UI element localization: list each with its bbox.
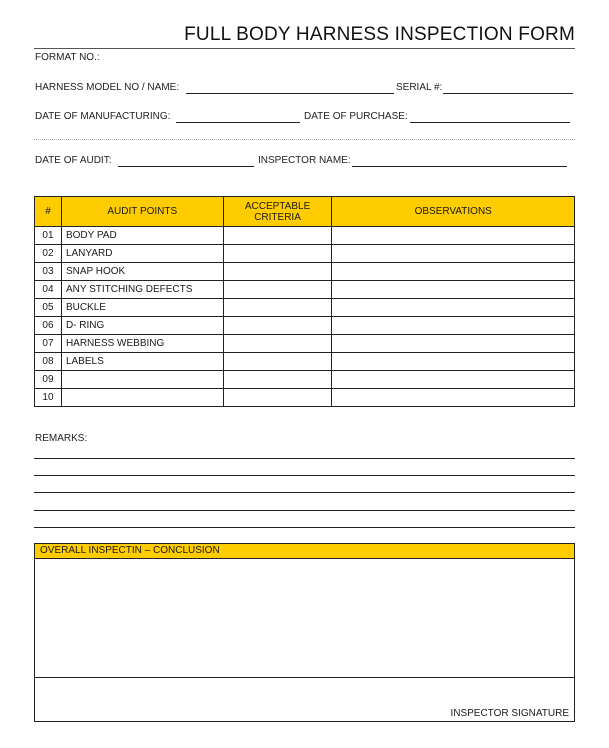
observations-cell[interactable] [332,335,575,353]
header-observations: OBSERVATIONS [332,197,575,227]
table-row [35,281,575,299]
observations-cell[interactable] [332,353,575,371]
observations-cell[interactable] [332,371,575,389]
harness-model-label: HARNESS MODEL NO / NAME: [35,82,180,93]
row-number: 01 [35,227,62,245]
date-audit-label: DATE OF AUDIT: [35,155,112,166]
row-number: 07 [35,335,62,353]
dotted-separator [34,139,575,140]
row-number: 06 [35,317,62,335]
form-title: FULL BODY HARNESS INSPECTION FORM [184,24,575,45]
table-row [35,371,575,389]
table-row [35,317,575,335]
observations-cell[interactable] [332,317,575,335]
remarks-line[interactable] [34,527,575,528]
criteria-cell[interactable] [223,335,332,353]
remarks-line[interactable] [34,475,575,476]
header-acceptable-criteria: ACCEPTABLE CRITERIA [223,197,332,227]
remarks-line[interactable] [34,510,575,511]
date-audit-field[interactable] [118,166,254,167]
criteria-cell[interactable] [223,299,332,317]
remarks-line[interactable] [34,492,575,493]
row-number: 02 [35,245,62,263]
table-row [35,245,575,263]
date-purchase-field[interactable] [410,122,570,123]
signature-divider [35,677,574,678]
header-number: # [35,197,62,227]
harness-model-field[interactable] [186,93,394,94]
inspector-name-label: INSPECTOR NAME: [258,155,351,166]
row-number: 03 [35,263,62,281]
audit-point: BODY PAD [61,227,223,245]
row-number: 09 [35,371,62,389]
observations-cell[interactable] [332,281,575,299]
serial-label: SERIAL #: [396,82,443,93]
table-row [35,389,575,407]
audit-point: ANY STITCHING DEFECTS [61,281,223,299]
conclusion-box[interactable] [34,543,575,722]
row-number: 04 [35,281,62,299]
row-number: 08 [35,353,62,371]
audit-point: D- RING [61,317,223,335]
criteria-cell[interactable] [223,317,332,335]
table-row [35,335,575,353]
row-number: 05 [35,299,62,317]
remarks-line[interactable] [34,458,575,459]
table-header-row [35,197,575,227]
header-audit-points: AUDIT POINTS [61,197,223,227]
title-divider [34,48,575,49]
criteria-cell[interactable] [223,371,332,389]
table-row [35,299,575,317]
date-purchase-label: DATE OF PURCHASE: [304,111,408,122]
observations-cell[interactable] [332,245,575,263]
audit-point[interactable] [61,371,223,389]
date-manufacturing-label: DATE OF MANUFACTURING: [35,111,171,122]
format-no-label: FORMAT NO.: [35,52,100,63]
audit-point: LABELS [61,353,223,371]
observations-cell[interactable] [332,263,575,281]
conclusion-heading: OVERALL INSPECTIN – CONCLUSION [35,544,574,559]
criteria-cell[interactable] [223,281,332,299]
audit-table [34,196,575,407]
criteria-cell[interactable] [223,227,332,245]
table-row [35,263,575,281]
audit-point: SNAP HOOK [61,263,223,281]
criteria-cell[interactable] [223,263,332,281]
audit-point: LANYARD [61,245,223,263]
date-manufacturing-field[interactable] [176,122,300,123]
criteria-cell[interactable] [223,245,332,263]
inspector-signature-label: INSPECTOR SIGNATURE [450,708,569,719]
observations-cell[interactable] [332,299,575,317]
audit-point: BUCKLE [61,299,223,317]
table-row [35,353,575,371]
inspector-name-field[interactable] [352,166,567,167]
observations-cell[interactable] [332,227,575,245]
criteria-cell[interactable] [223,389,332,407]
table-row [35,227,575,245]
criteria-cell[interactable] [223,353,332,371]
observations-cell[interactable] [332,389,575,407]
audit-point: HARNESS WEBBING [61,335,223,353]
audit-point[interactable] [61,389,223,407]
serial-field[interactable] [443,93,573,94]
row-number: 10 [35,389,62,407]
remarks-label: REMARKS: [35,433,88,444]
